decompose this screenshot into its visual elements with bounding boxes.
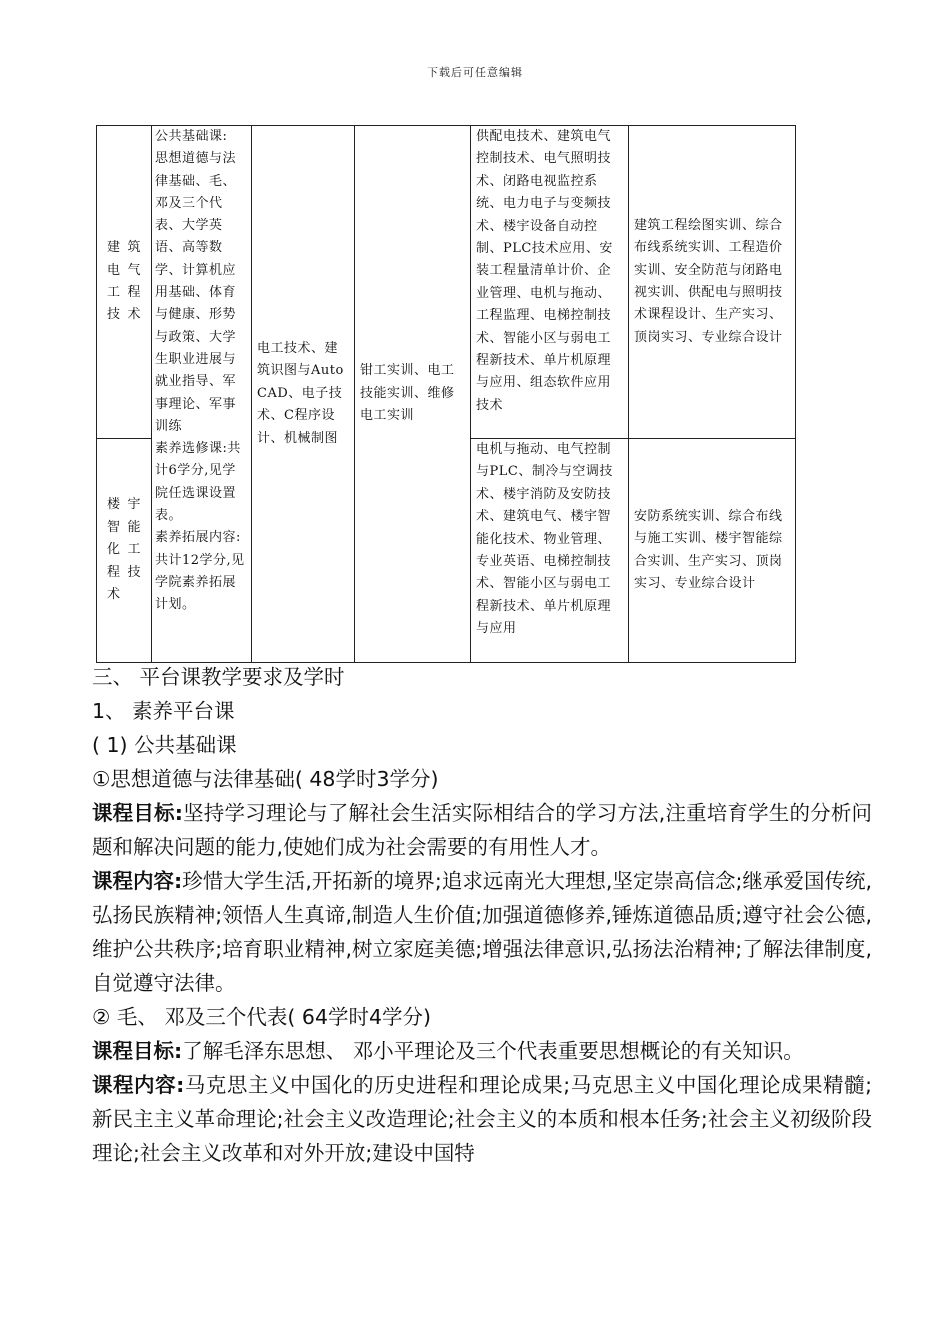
document-body <box>92 660 872 1170</box>
goal-label: 课程目标: <box>92 1039 183 1063</box>
course-goal <box>92 1034 872 1068</box>
subsection-heading: 1、 素养平台课 <box>92 699 235 723</box>
section-heading: 三、 平台课教学要求及学时 <box>92 665 345 689</box>
course-content <box>92 864 872 1000</box>
goal-label: 课程目标: <box>92 801 183 825</box>
major-practice: 安防系统实训、综合布线与施工实训、楼宇智能综合实训、生产实习、顶岗实习、专业综合设计 <box>629 439 796 663</box>
course-title: ①思想道德与法律基础( 48学时3学分) <box>92 767 439 791</box>
course-content <box>92 1068 872 1170</box>
major-name: 楼宇智能化工程技术 <box>97 439 152 663</box>
major-practice: 建筑工程绘图实训、综合布线系统实训、工程造价实训、安全防范与闭路电视实训、供配电与照明技术课程设计、生产实习、顶岗实习、专业综合设计 <box>629 126 796 439</box>
course-goal <box>92 796 872 864</box>
major-name: 建筑电气工程技术 <box>97 126 152 439</box>
content-label: 课程内容: <box>92 1073 185 1097</box>
content-text: 马克思主义中国化的历史进程和理论成果;马克思主义中国化理论成果精髓;新民主主义革命理论;社会主义改造理论;社会主义的本质和根本任务;社会主义初级阶段理论;社会主义改革和对外开放;建设中国特 <box>92 1073 873 1165</box>
major-courses: 供配电技术、建筑电气控制技术、电气照明技术、闭路电视监控系统、电力电子与变频技术、楼宇设备自动控制、PLC技术应用、安装工程量清单计价、企业管理、电机与拖动、工程监理、电梯控制技术、智能小区与弱电工程新技术、单片机原理与应用、组态软件应用技术 <box>471 126 629 439</box>
page-header: 下载后可任意编辑 <box>427 66 523 79</box>
platform-courses: 电工技术、建筑识图与AutoCAD、电子技术、C程序设计、机械制图 <box>252 126 355 663</box>
public-basic-courses: 公共基础课: 思想道德与法律基础、毛、邓及三个代表、大学英语、高等数学、计算机应用基础、体育与健康、形势与政策、大学生职业进展与就业指导、军事理论、军事训练 素养选修课:共计6学分,见学院任选课设置表。 素养拓展内容:共计12学分,见学院素养拓展计划。 <box>152 126 252 663</box>
table-row <box>97 126 796 439</box>
content-label: 课程内容: <box>92 869 183 893</box>
major-courses: 电机与拖动、电气控制与PLC、制冷与空调技术、楼宇消防及安防技术、建筑电气、楼宇智能化技术、物业管理、专业英语、电梯控制技术、智能小区与弱电工程新技术、单片机原理与应用 <box>471 439 629 663</box>
curriculum-table <box>96 125 796 663</box>
goal-text: 坚持学习理论与了解社会生活实际相结合的学习方法,注重培育学生的分析问题和解决问题的能力,使她们成为社会需要的有用性人才。 <box>92 801 873 859</box>
course-title: ② 毛、 邓及三个代表( 64学时4学分) <box>92 1005 432 1029</box>
content-text: 珍惜大学生活,开拓新的境界;追求远南光大理想,坚定崇高信念;继承爱国传统,弘扬民族精神;领悟人生真谛,制造人生价值;加强道德修养,锤炼道德品质;遵守社会公德,维护公共秩序;培育职业精神,树立家庭美德;增强法律意识,弘扬法治精神;了解法律制度,自觉遵守法律。 <box>92 869 872 995</box>
goal-text: 了解毛泽东思想、 邓小平理论及三个代表重要思想概论的有关知识。 <box>182 1039 804 1063</box>
subsection-heading: ( 1) 公共基础课 <box>92 733 237 757</box>
platform-practice: 钳工实训、电工技能实训、维修电工实训 <box>355 126 471 663</box>
